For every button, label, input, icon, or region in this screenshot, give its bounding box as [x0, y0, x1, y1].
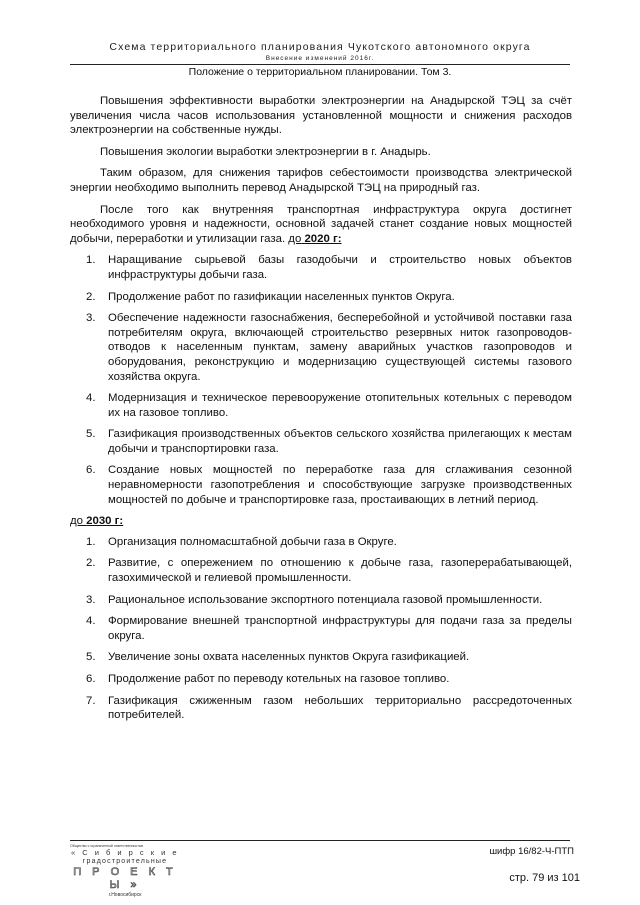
list-item: 5. Газификация производственных объектов сельского хозяйства прилегающих к местам добычи и транспортировки газа.	[86, 428, 572, 455]
list-item: 1. Наращивание сырьевой базы газодобычи и строительство новых объектов инфраструктуры добычи газа.	[86, 254, 572, 281]
list-item: 6. Продолжение работ по переводу котельных на газовое топливо.	[86, 673, 450, 685]
paragraph: Повышения экологии выработки электроэнергии в г. Анадырь.	[100, 145, 431, 158]
paragraph: Повышения эффективности выработки электроэнергии на Анадырской ТЭЦ за счёт увеличения числа часов использования установленной мощности и снижения расходов электроэнергии на собственные нужды.	[70, 95, 572, 137]
body-text	[70, 94, 572, 730]
paragraph-text: После того как внутренняя транспортная инфраструктура округа достигнет необходимого уровня и надежности, основной задачей станет создание новых мощностей добычи, переработки и утилизации газа.	[70, 203, 572, 245]
paragraph: Таким образом, для снижения тарифов себестоимости производства электрической энергии необходимо выполнить перевод Анадырской ТЭЦ на природный газ.	[70, 167, 572, 194]
list-2020	[70, 253, 572, 507]
header-subtitle: Внесение изменений 2016г.	[265, 55, 375, 62]
list-item: 7. Газификация сжиженным газом небольших территориально рассредоточенных потребителей.	[86, 694, 572, 722]
page-number: стр. 79 из 101	[509, 872, 580, 884]
list-item: 5. Увеличение зоны охвата населенных пунктов Округа газификацией.	[86, 651, 470, 664]
list-item: 1. Организация полномасштабной добычи газа в Округе.	[86, 535, 397, 548]
company-logo: Общество с ограниченной ответственностью « С и б и р с к и е градостроительные П Р О Е К Т Ы » г.Новосибирск	[70, 844, 180, 898]
period-2020-label: до 2020 г:	[288, 232, 342, 245]
list-item: 2. Развитие, с опережением по отношению к добыче газа, газоперерабатывающей, газохимической и гелиевой промышленности.	[86, 557, 572, 585]
period-2020-year: 2020 г:	[304, 232, 342, 245]
list-item: 3. Обеспечение надежности газоснабжения, бесперебойной и устойчивой поставки газа потребителям округа, включающей строительство резервных ниток газопроводов-отводов к населенным пунктам, замену аварийных участков газопроводов и оборудования, реконструкцию и модернизацию существующей системы газового хозяйства округа.	[86, 312, 572, 383]
page-header	[70, 41, 570, 79]
list-item: 4. Модернизация и техническое перевооружение отопительных котельных с переводом их на газовое топливо.	[86, 392, 572, 419]
footer-divider	[70, 840, 570, 841]
period-2030-year: 2030 г:	[86, 515, 124, 528]
header-title: Схема территориального планирования Чукотского автономного округа	[109, 41, 531, 53]
header-volume: Положение о территориальном планировании. Том 3.	[188, 66, 452, 78]
list-item: 2. Продолжение работ по газификации населенных пунктов Округа.	[86, 290, 455, 303]
paragraph	[70, 203, 572, 247]
list-item: 3. Рациональное использование экспортного потенциала газовой промышленности.	[86, 593, 543, 606]
period-2030-heading: до 2030 г:	[70, 515, 124, 528]
list-2030	[70, 535, 572, 723]
list-item: 4. Формирование внешней транспортной инфраструктуры для подачи газа за пределы округа.	[86, 615, 572, 642]
document-cipher: шифр 16/82-Ч-ПТП	[489, 846, 574, 857]
list-item: 6. Создание новых мощностей по переработке газа для сглаживания сезонной неравномерности газопотребления и способствующие загрузке производственных мощностей по добыче и транспортировке газа, простаивающих в летний период.	[86, 464, 572, 506]
